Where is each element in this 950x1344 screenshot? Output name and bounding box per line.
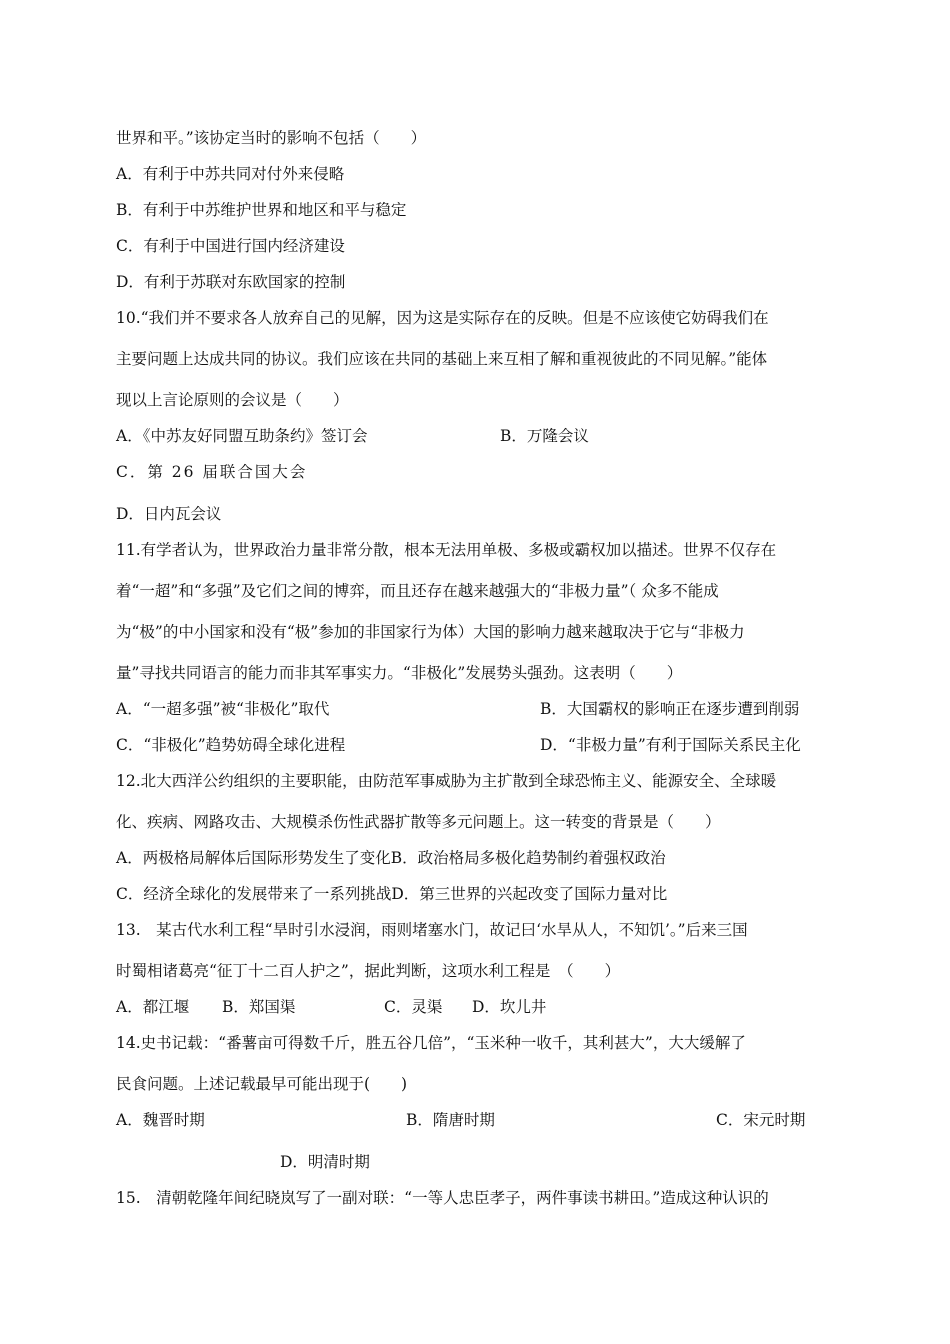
q10-stem-line-2: 主要问题上达成共同的协议。我们应该在共同的基础上来互相了解和重视彼此的不同见解。”能体	[116, 350, 768, 368]
q9-option-a: A．有利于中苏共同对付外来侵略	[116, 165, 345, 183]
q14-stem-line-1: 14.史书记载：“番薯亩可得数千斤，胜五谷几倍”，“玉米种一收千，其利甚大”，大大缓解了	[116, 1034, 746, 1052]
q10-option-b: B．万隆会议	[500, 427, 589, 445]
q14-option-b: B．隋唐时期	[406, 1111, 495, 1129]
q11-stem-line-4: 量”寻找共同语言的能力而非其军事实力。“非极化”发展势头强劲。这表明（ ）	[116, 664, 683, 682]
q11-stem-line-2: 着“一超”和“多强”及它们之间的博弈，而且还存在越来越强大的“非极力量”（ 众多不能成	[116, 582, 719, 600]
q11-option-a: A．“一超多强”被“非极化”取代	[116, 700, 330, 718]
q11-option-c: C．“非极化”趋势妨碍全球化进程	[116, 736, 346, 754]
q14-option-a: A．魏晋时期	[116, 1111, 205, 1129]
q9-option-b: B．有利于中苏维护世界和地区和平与稳定	[116, 201, 407, 219]
q10-stem-line-3: 现以上言论原则的会议是（ ）	[116, 391, 349, 409]
q11-stem-line-3: 为“极”的中小国家和没有“极”参加的非国家行为体）大国的影响力越来越取决于它与“非极力	[116, 623, 745, 641]
q11-stem-line-1: 11.有学者认为，世界政治力量非常分散，根本无法用单极、多极或霸权加以描述。世界不仅存在	[116, 541, 777, 559]
q10-stem-line-1: 10.“我们并不要求各人放弃自己的见解，因为这是实际存在的反映。但是不应该使它妨碍我们在	[116, 309, 769, 327]
q12-stem-line-1: 12.北大西洋公约组织的主要职能，由防范军事威胁为主扩散到全球恐怖主义、能源安全、全球暖	[116, 772, 777, 790]
q13-option-d: D．坎儿井	[472, 998, 547, 1016]
q12-stem-line-2: 化、疾病、网路攻击、大规模杀伤性武器扩散等多元问题上。这一转变的背景是（ ）	[116, 813, 721, 831]
q14-stem-line-2: 民食问题。上述记载最早可能出现于( )	[116, 1075, 408, 1093]
q10-option-c: C．第 26 届联合国大会	[116, 463, 308, 481]
q13-option-b: B．郑国渠	[222, 998, 296, 1016]
q12-options-ab: A．两极格局解体后国际形势发生了变化B．政治格局多极化趋势制约着强权政治	[116, 849, 666, 867]
q11-option-d: D．“非极力量”有利于国际关系民主化	[540, 736, 801, 754]
q12-options-cd: C．经济全球化的发展带来了一系列挑战D．第三世界的兴起改变了国际力量对比	[116, 885, 668, 903]
q13-option-c: C．灵渠	[384, 998, 443, 1016]
q13-stem-line-1: 13. 某古代水利工程“旱时引水浸润，雨则堵塞水门，故记曰‘水旱从人，不知饥’。”后来三国	[116, 921, 748, 939]
q10-option-a: A．《中苏友好同盟互助条约》签订会	[116, 427, 368, 445]
q13-stem-line-2: 时蜀相诸葛亮“征丁十二百人护之”，据此判断，这项水利工程是 （ ）	[116, 962, 621, 980]
q9-option-d: D．有利于苏联对东欧国家的控制	[116, 273, 346, 291]
q13-option-a: A．都江堰	[116, 998, 190, 1016]
q9-option-c: C．有利于中国进行国内经济建设	[116, 237, 345, 255]
q14-option-d: D．明清时期	[280, 1153, 370, 1171]
q15-stem-line-1: 15. 清朝乾隆年间纪晓岚写了一副对联：“一等人忠臣孝子，两件事读书耕田。”造成这种认识的	[116, 1189, 769, 1207]
q9-stem-continuation: 世界和平。”该协定当时的影响不包括（ ）	[116, 129, 427, 147]
q11-option-b: B．大国霸权的影响正在逐步遭到削弱	[540, 700, 800, 718]
q14-option-c: C．宋元时期	[716, 1111, 806, 1129]
q10-option-d: D．日内瓦会议	[116, 505, 222, 523]
